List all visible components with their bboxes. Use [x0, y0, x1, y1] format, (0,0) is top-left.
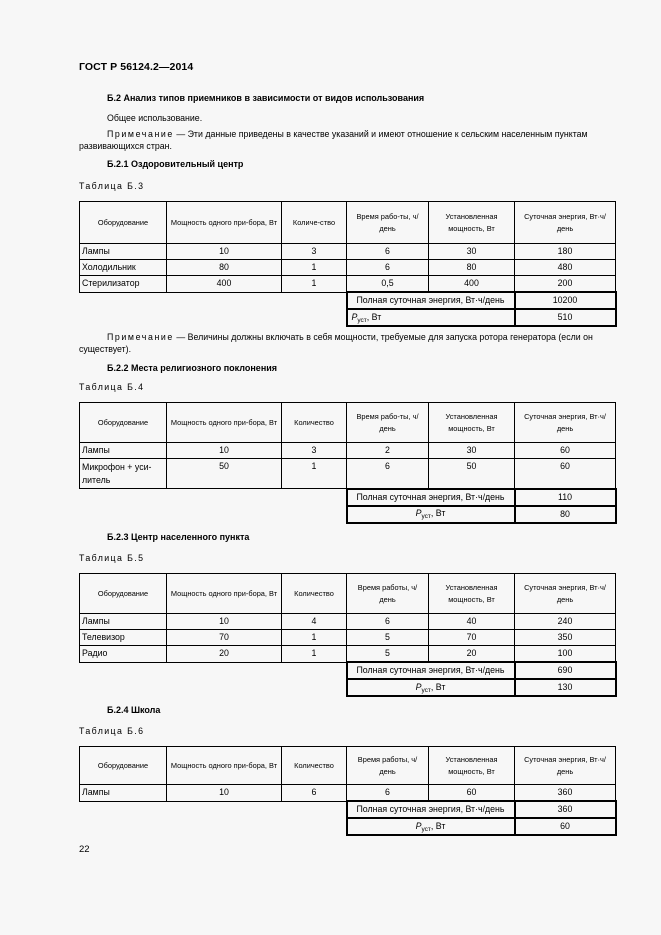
col-power: Мощность одного при-бора, Вт: [167, 202, 282, 244]
note-text: — Эти данные приведены в качестве указаний и имеют отношение к сельским населенным пунктам развивающихся стран.: [79, 129, 588, 152]
table-b3-note: [79, 331, 615, 356]
cell: 350: [515, 630, 616, 646]
p-unit: , Вт: [430, 820, 446, 831]
col-equipment: Оборудование: [80, 574, 167, 614]
cell: Радио: [80, 646, 167, 663]
p-symbol: P: [415, 508, 422, 518]
col-quantity: Количество: [282, 747, 347, 785]
total-row: [80, 801, 616, 818]
col-daily: Суточная энергия, Вт·ч/день: [515, 574, 616, 614]
cell: 1: [282, 459, 347, 489]
col-daily: Суточная энергия, Вт·ч/день: [515, 747, 616, 785]
cell: 4: [282, 614, 347, 630]
cell: 100: [515, 646, 616, 663]
table-b4-caption: Таблица Б.4: [79, 382, 145, 392]
total-value: 360: [515, 801, 616, 818]
section-b22-heading: Б.2.2 Места религиозного поклонения: [107, 363, 278, 373]
cell: Лампы: [80, 785, 167, 802]
cell: 70: [167, 630, 282, 646]
total-row: [80, 489, 616, 506]
total-label: Полная суточная энергия, Вт·ч/день: [347, 292, 515, 309]
table-b5: [79, 573, 617, 697]
cell: 10: [167, 614, 282, 630]
cell: 1: [282, 260, 347, 276]
cell: 6: [347, 260, 429, 276]
cell: 20: [167, 646, 282, 663]
table-row: [80, 260, 616, 276]
section-b2-heading: Б.2 Анализ типов приемников в зависимости от видов использования: [107, 93, 425, 103]
cell: 20: [429, 646, 515, 663]
cell: 60: [515, 443, 616, 459]
p-sub: уст: [357, 316, 367, 324]
cell: 0,5: [347, 276, 429, 293]
p-label: [347, 679, 515, 696]
p-label: [347, 506, 515, 523]
p-row: [80, 506, 616, 523]
table-row: [80, 614, 616, 630]
table-b6-caption: Таблица Б.6: [79, 726, 145, 736]
cell: Лампы: [80, 443, 167, 459]
section-b24-heading: Б.2.4 Школа: [107, 705, 161, 715]
p-row: [80, 679, 616, 696]
table-row: [80, 443, 616, 459]
col-time: Время рабо-ты, ч/день: [347, 403, 429, 443]
p-label: [347, 309, 515, 326]
cell: 400: [167, 276, 282, 293]
table-row: [80, 785, 616, 802]
p-unit: , Вт: [430, 681, 446, 692]
note-label: Примечание: [107, 129, 174, 139]
cell: 400: [429, 276, 515, 293]
col-equipment: Оборудование: [80, 747, 167, 785]
cell: Микрофон + уси-литель: [80, 459, 167, 489]
cell: 360: [515, 785, 616, 802]
cell: 240: [515, 614, 616, 630]
total-value: 10200: [515, 292, 616, 309]
section-b2-note: [79, 128, 615, 153]
col-equipment: Оборудование: [80, 403, 167, 443]
col-daily: Суточная энергия, Вт·ч/день: [515, 403, 616, 443]
p-value: 80: [515, 506, 616, 523]
p-unit: , Вт: [366, 311, 382, 322]
col-installed: Установленная мощность, Вт: [429, 202, 515, 244]
cell: 5: [347, 646, 429, 663]
cell: 60: [515, 459, 616, 489]
cell: 80: [429, 260, 515, 276]
col-installed: Установленная мощность, Вт: [429, 574, 515, 614]
cell: 180: [515, 244, 616, 260]
p-symbol: P: [351, 311, 358, 322]
cell: Лампы: [80, 244, 167, 260]
note-text: — Величины должны включать в себя мощности, требуемые для запуска ротора генератора (если он существует).: [79, 332, 593, 355]
table-b3-caption: Таблица Б.3: [79, 181, 145, 191]
col-quantity: Количество: [282, 574, 347, 614]
section-b23-heading: Б.2.3 Центр населенного пункта: [107, 532, 250, 542]
col-power: Мощность одного при-бора, Вт: [167, 747, 282, 785]
table-header-row: [80, 202, 616, 244]
general-use-text: Общее использование.: [107, 113, 203, 123]
col-installed: Установленная мощность, Вт: [429, 403, 515, 443]
total-row: [80, 662, 616, 679]
cell: 3: [282, 443, 347, 459]
cell: 5: [347, 630, 429, 646]
p-value: 130: [515, 679, 616, 696]
col-installed: Установленная мощность, Вт: [429, 747, 515, 785]
cell: 10: [167, 785, 282, 802]
table-b4: [79, 402, 617, 524]
cell: 1: [282, 276, 347, 293]
total-row: [80, 292, 616, 309]
cell: 50: [167, 459, 282, 489]
cell: Холодильник: [80, 260, 167, 276]
cell: 10: [167, 443, 282, 459]
col-quantity: Количество: [282, 403, 347, 443]
total-label: Полная суточная энергия, Вт·ч/день: [347, 489, 515, 506]
cell: 1: [282, 646, 347, 663]
cell: 480: [515, 260, 616, 276]
cell: 6: [347, 459, 429, 489]
total-label: Полная суточная энергия, Вт·ч/день: [347, 801, 515, 818]
section-b21-heading: Б.2.1 Оздоровительный центр: [107, 159, 244, 169]
table-b3: [79, 201, 617, 327]
total-value: 110: [515, 489, 616, 506]
p-row: [80, 309, 616, 326]
cell: 80: [167, 260, 282, 276]
col-power: Мощность одного при-бора, Вт: [167, 574, 282, 614]
cell: 6: [347, 244, 429, 260]
p-sub: уст: [421, 513, 431, 520]
table-header-row: [80, 403, 616, 443]
cell: 6: [347, 785, 429, 802]
table-row: [80, 276, 616, 293]
cell: 6: [347, 614, 429, 630]
cell: 60: [429, 785, 515, 802]
col-time: Время работы, ч/день: [347, 574, 429, 614]
cell: 50: [429, 459, 515, 489]
p-value: 510: [515, 309, 616, 326]
cell: 2: [347, 443, 429, 459]
table-row: [80, 244, 616, 260]
p-symbol: P: [415, 820, 422, 831]
total-label: Полная суточная энергия, Вт·ч/день: [347, 662, 515, 679]
page-number: 22: [79, 844, 90, 855]
p-row: [80, 818, 616, 835]
col-time: Время работы, ч/день: [347, 747, 429, 785]
table-row: [80, 459, 616, 489]
col-time: Время рабо-ты, ч/день: [347, 202, 429, 244]
table-row: [80, 630, 616, 646]
cell: Телевизор: [80, 630, 167, 646]
note-label: Примечание: [107, 332, 174, 342]
cell: 3: [282, 244, 347, 260]
table-b5-caption: Таблица Б.5: [79, 553, 145, 563]
cell: 70: [429, 630, 515, 646]
table-b6: [79, 746, 617, 836]
cell: 1: [282, 630, 347, 646]
p-sub: уст: [421, 825, 431, 833]
cell: 6: [282, 785, 347, 802]
col-daily: Суточная энергия, Вт·ч/день: [515, 202, 616, 244]
table-header-row: [80, 574, 616, 614]
p-sub: уст: [421, 686, 431, 694]
cell: 30: [429, 443, 515, 459]
cell: 10: [167, 244, 282, 260]
p-value: 60: [515, 818, 616, 835]
cell: 30: [429, 244, 515, 260]
total-value: 690: [515, 662, 616, 679]
table-header-row: [80, 747, 616, 785]
document-title: ГОСТ Р 56124.2—2014: [79, 61, 194, 73]
p-unit: , Вт: [430, 508, 446, 518]
cell: Стерилизатор: [80, 276, 167, 293]
p-label: [347, 818, 515, 835]
cell: 200: [515, 276, 616, 293]
col-power: Мощность одного при-бора, Вт: [167, 403, 282, 443]
col-quantity: Количе-ство: [282, 202, 347, 244]
cell: Лампы: [80, 614, 167, 630]
cell: 40: [429, 614, 515, 630]
p-symbol: P: [415, 681, 422, 692]
table-row: [80, 646, 616, 663]
col-equipment: Оборудование: [80, 202, 167, 244]
